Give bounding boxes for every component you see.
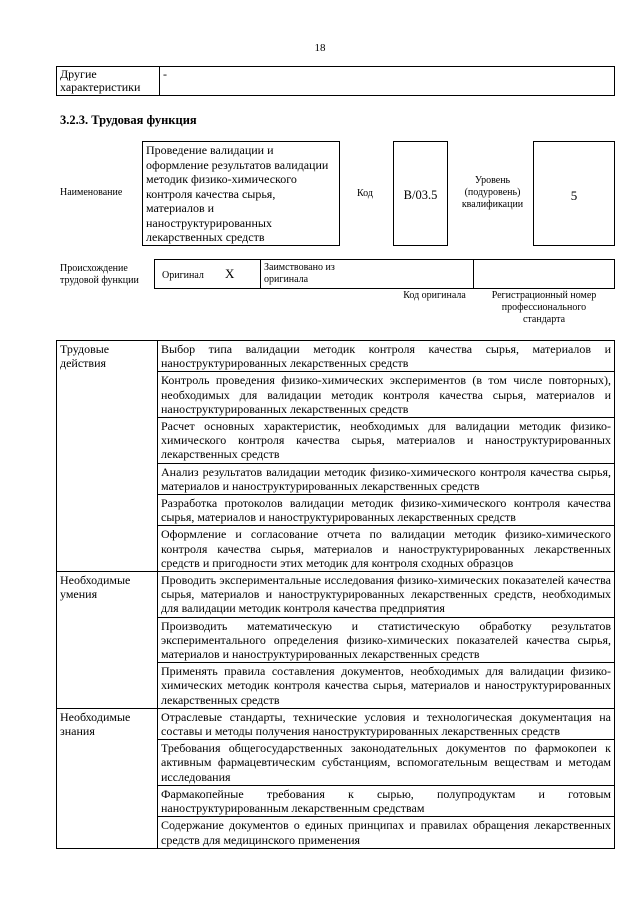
row-text: Выбор типа валидации методик контроля качества сырья, материалов и наноструктурированных лекарственных средств [158, 341, 615, 372]
original-mark: X [225, 266, 235, 281]
category-required-knowledge: Необходимые знания [57, 708, 158, 848]
table-row [57, 341, 615, 372]
row-text: Применять правила составления документов, необходимых для валидации физико-химических методик контроля качества сырья, материалов и наноструктурированных лекарственных средств [158, 663, 615, 709]
row-text: Требования общегосударственных законодательных документов по фармокопеи к активным фармацевтическим субстанциям, вспомогательным веществам и методам исследования [158, 740, 615, 786]
section-title: 3.2.3. Трудовая функция [60, 113, 197, 127]
competency-table [56, 340, 615, 849]
origin-divider-2 [473, 259, 474, 289]
code-label: Код [357, 188, 373, 199]
function-code: B/03.5 [393, 141, 448, 246]
row-text: Фармакопейные требования к сырью, полупродуктам и готовым наноструктурированным лекарственным средствам [158, 785, 615, 816]
origin-divider-left [154, 259, 155, 289]
original-label: Оригинал [162, 270, 204, 281]
borrowed-label: Заимствовано из оригинала [264, 262, 335, 285]
origin-divider-1 [260, 259, 261, 289]
level-label: Уровень (подуровень) квалификации [461, 175, 524, 210]
row-text: Отраслевые стандарты, технические условия и технологическая документация на составы и методы получения наноструктурированных лекарственных средств [158, 708, 615, 739]
row-text: Проводить экспериментальные исследования физико-химических показателей качества сырья, материалов и наноструктурированных лекарственных средств, необходимых для валидации методик контроля качества предприятия [158, 572, 615, 618]
qualification-level: 5 [533, 141, 615, 246]
other-characteristics-table [56, 66, 615, 96]
row-text: Расчет основных характеристик, необходимых для валидации методик физико-химического контроля качества сырья, материалов и наноструктурированных лекарственных средств [158, 418, 615, 464]
origin-row [154, 259, 615, 289]
row-text: Производить математическую и статистическую обработку результатов экспериментального определения физико-химических показателей качества сырья, материалов и наноструктурированных лекарственных средств [158, 617, 615, 663]
row-text: Анализ результатов валидации методик физико-химического контроля качества сырья, материалов и наноструктурированных лекарственных средств [158, 463, 615, 494]
row-text: Контроль проведения физико-химических экспериментов (в том числе повторных), необходимых для валидации методик контроля качества сырья, материалов и наноструктурированных лекарственных средств [158, 372, 615, 418]
table-row [57, 572, 615, 618]
category-required-skills: Необходимые умения [57, 572, 158, 709]
origin-divider-right [614, 259, 615, 289]
other-characteristics-label: Другие характеристики [57, 67, 160, 96]
page-number: 18 [314, 42, 326, 54]
row-text: Содержание документов о единых принципах и правилах обращения лекарственных средств для медицинского применения [158, 817, 615, 848]
naimenovanie-label: Наименование [60, 187, 123, 198]
code-original-label: Код оригинала [403, 290, 466, 301]
function-name: Проведение валидации и оформление результатов валидации методик физико-химического контроля качества сырья, материалов и наноструктурированных лекарственных средств [142, 141, 340, 246]
other-characteristics-value: - [160, 67, 615, 96]
row-text: Оформление и согласование отчета по валидации методик физико-химического контроля качества сырья, материалов и наноструктурированных лекарственных средств и пригодности этих методик для контроля сходных образцов [158, 526, 615, 572]
reg-number-label: Регистрационный номер профессионального стандарта [491, 290, 597, 325]
row-text: Разработка протоколов валидации методик физико-химического контроля качества сырья, материалов и наноструктурированных лекарственных средств [158, 495, 615, 526]
origin-label: Происхождение трудовой функции [60, 263, 139, 286]
category-labor-actions: Трудовые действия [57, 341, 158, 572]
table-row [57, 708, 615, 739]
